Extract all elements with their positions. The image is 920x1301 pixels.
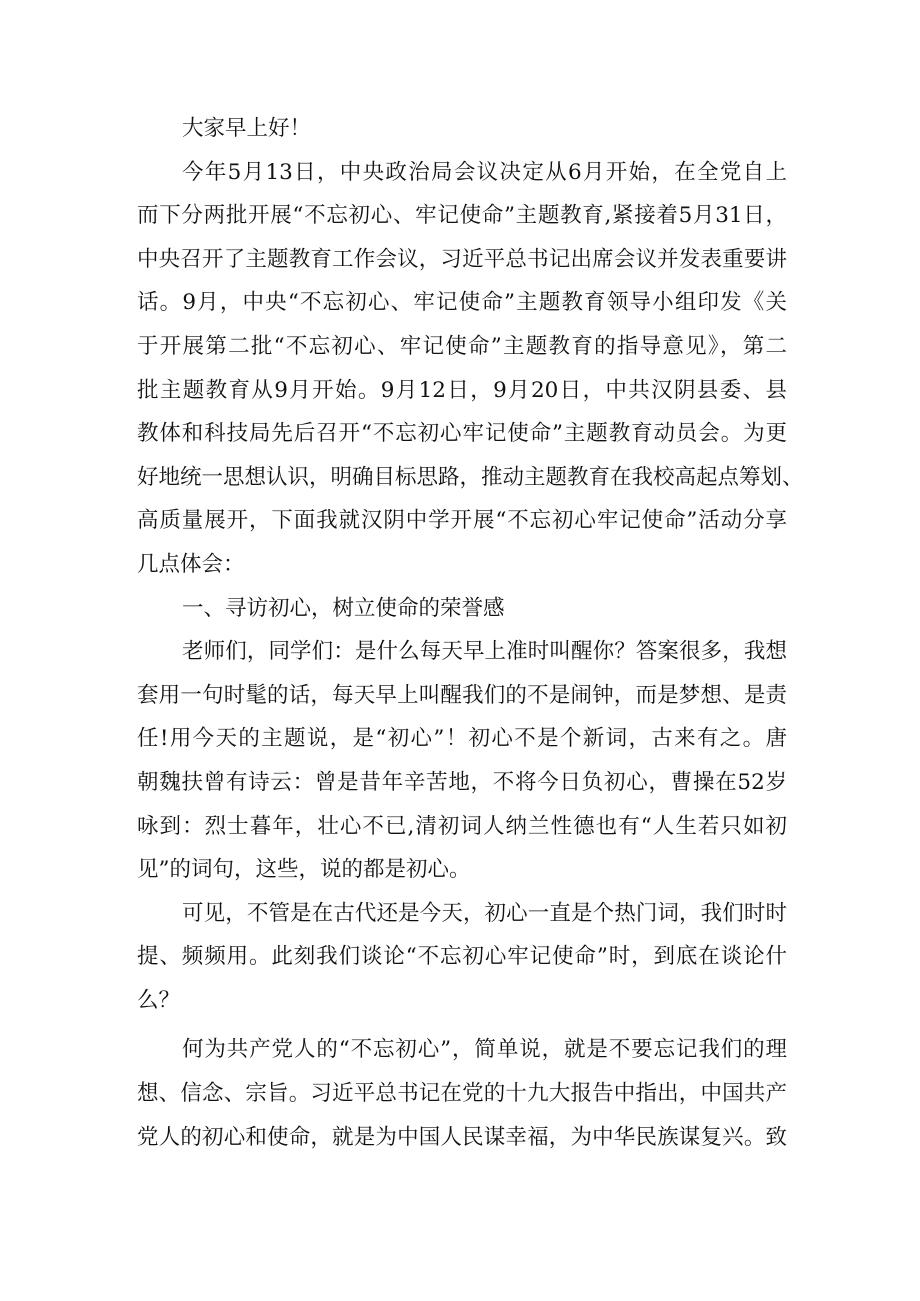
text-line: 批主题教育从9月开始。9月12日，9月20日，中共汉阴县委、县 xyxy=(137,377,787,403)
paragraph-greeting xyxy=(137,107,787,151)
text-line: 想、信念、宗旨。习近平总书记在党的十九大报告中指出，中国共产 xyxy=(137,1081,787,1107)
text-line: 好地统一思想认识，明确目标思路，推动主题教育在我校高起点筹划、 xyxy=(137,464,804,490)
text-line: 么？ xyxy=(137,987,181,1013)
text-line: 咏到：烈士暮年，壮心不已,清初词人纳兰性德也有“人生若只如初 xyxy=(137,813,787,839)
text-line: 朝魏扶曾有诗云：曾是昔年辛苦地，不将今日负初心，曹操在52岁 xyxy=(137,769,787,795)
section-heading xyxy=(137,587,787,631)
text-line: 一、寻访初心，树立使命的荣誉感 xyxy=(182,595,505,621)
text-line: 中央召开了主题教育工作会议，习近平总书记出席会议并发表重要讲 xyxy=(137,246,787,272)
text-line: 党人的初心和使命，就是为中国人民谋幸福，为中华民族谋复兴。致 xyxy=(137,1124,787,1150)
text-line: 何为共产党人的“不忘初心”，简单说，就是不要忘记我们的理 xyxy=(182,1037,787,1063)
text-line: 话。9月，中央“不忘初心、牢记使命”主题教育领导小组印发《关 xyxy=(137,290,787,316)
text-line: 大家早上好！ xyxy=(182,116,312,141)
text-line: 可见，不管是在古代还是今天，初心一直是个热门词，我们时时 xyxy=(182,900,787,926)
text-line: 任!用今天的主题说，是“初心”！初心不是个新词，古来有之。唐 xyxy=(137,726,787,752)
paragraph-question xyxy=(137,892,787,1023)
text-line: 今年5月13日，中央政治局会议决定从6月开始，在全党自上 xyxy=(182,159,787,185)
text-line: 套用一句时髦的话，每天早上叫醒我们的不是闹钟，而是梦想、是责 xyxy=(137,682,787,708)
text-line: 提、频频用。此刻我们谈论“不忘初心牢记使命”时，到底在谈论什 xyxy=(137,944,787,970)
text-line: 教体和科技局先后召开“不忘初心牢记使命”主题教育动员会。为更 xyxy=(137,421,787,447)
paragraph-intro xyxy=(137,151,804,587)
paragraph-initial-heart xyxy=(137,630,787,892)
text-line: 老师们，同学们：是什么每天早上准时叫醒你？答案很多，我想 xyxy=(182,639,787,665)
text-line: 见”的词句，这些，说的都是初心。 xyxy=(137,857,471,883)
text-line: 而下分两批开展“不忘初心、牢记使命”主题教育,紧接着5月31日， xyxy=(137,203,787,229)
text-line: 于开展第二批“不忘初心、牢记使命”主题教育的指导意见》，第二 xyxy=(137,333,787,359)
text-line: 高质量展开，下面我就汉阴中学开展“不忘初心牢记使命”活动分享 xyxy=(137,508,787,534)
text-line: 几点体会： xyxy=(137,551,245,577)
paragraph-definition xyxy=(137,1028,787,1159)
document-body xyxy=(137,107,804,1159)
